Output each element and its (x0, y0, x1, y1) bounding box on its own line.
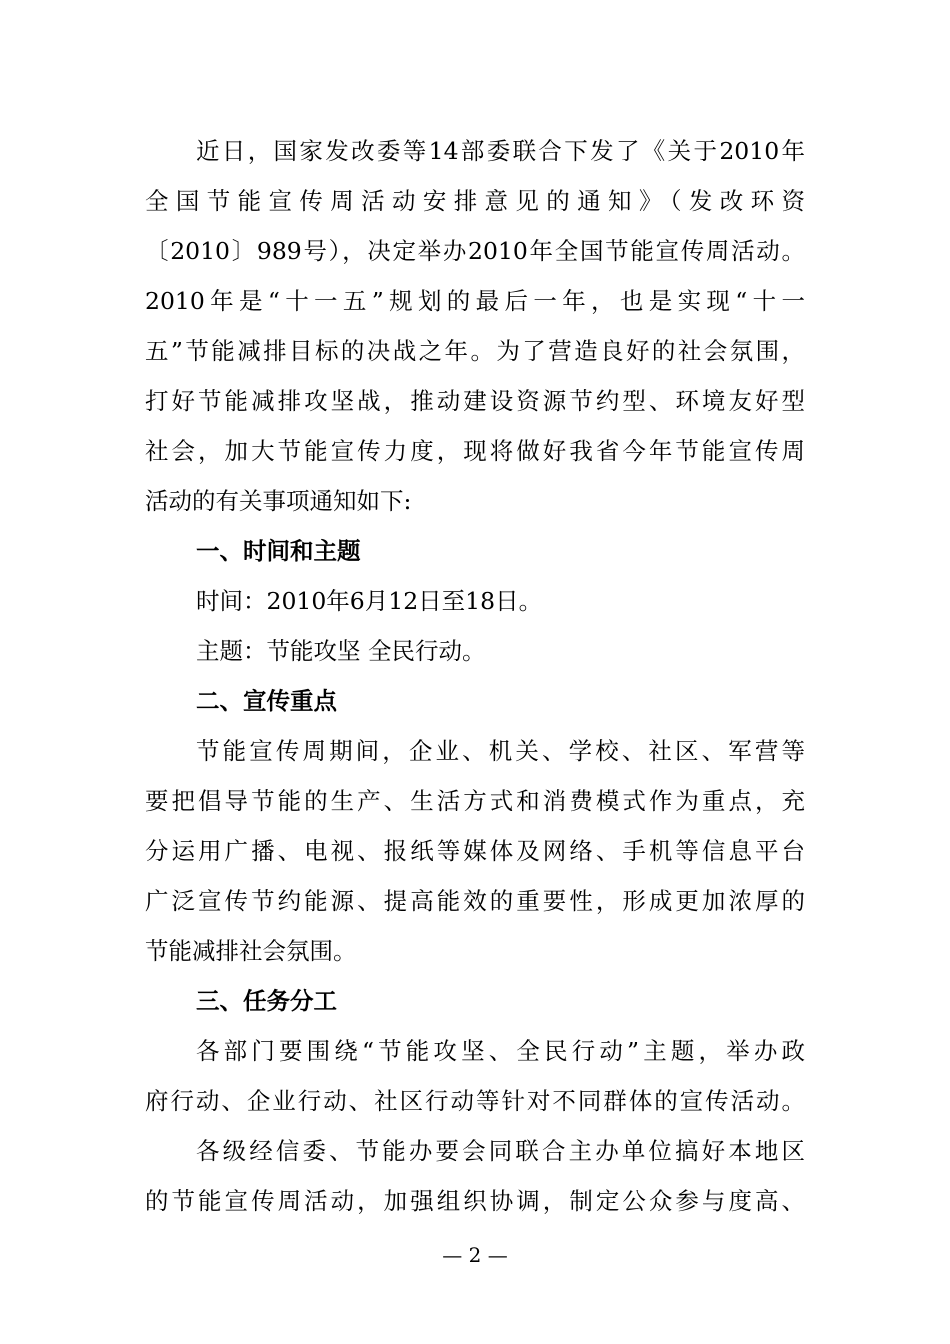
paragraph-line: 节能宣传周期间，企业、机关、学校、社区、军营等 (196, 737, 805, 765)
section-heading-publicity-focus: 二、宣传重点 (196, 687, 337, 715)
paragraph-line: 各级经信委、节能办要会同联合主办单位搞好本地区 (196, 1137, 805, 1165)
theme-line: 主题：节能攻坚 全民行动。 (196, 637, 486, 665)
paragraph-line: 近日，国家发改委等14部委联合下发了《关于2010年 (196, 137, 805, 165)
paragraph-line: 社会，加大节能宣传力度，现将做好我省今年节能宣传周 (145, 437, 805, 465)
time-line: 时间：2010年6月12日至18日。 (196, 587, 543, 615)
page-number: — 2 — (442, 1243, 508, 1267)
paragraph-line: 各部门要围绕“节能攻坚、全民行动”主题，举办政 (196, 1037, 805, 1065)
paragraph-line: 广泛宣传节约能源、提高能效的重要性，形成更加浓厚的 (145, 887, 805, 915)
paragraph-line: 活动的有关事项通知如下: (145, 487, 412, 515)
section-heading-time-theme: 一、时间和主题 (196, 537, 361, 565)
paragraph-line: 五”节能减排目标的决战之年。为了营造良好的社会氛围， (145, 337, 805, 365)
paragraph-line: 全国节能宣传周活动安排意见的通知》（发改环资 (145, 187, 805, 215)
paragraph-line: 打好节能减排攻坚战，推动建设资源节约型、环境友好型 (145, 387, 805, 415)
paragraph-line: 2010年是“十一五”规划的最后一年，也是实现“十一 (145, 287, 805, 315)
section-heading-task-division: 三、任务分工 (196, 987, 337, 1015)
paragraph-line: 〔2010〕989号），决定举办2010年全国节能宣传周活动。 (145, 237, 805, 265)
paragraph-line: 分运用广播、电视、报纸等媒体及网络、手机等信息平台 (145, 837, 805, 865)
paragraph-line: 要把倡导节能的生产、生活方式和消费模式作为重点，充 (145, 787, 805, 815)
paragraph-line: 府行动、企业行动、社区行动等针对不同群体的宣传活动。 (145, 1087, 805, 1115)
paragraph-line: 节能减排社会氛围。 (145, 937, 357, 965)
paragraph-line: 的节能宣传周活动，加强组织协调，制定公众参与度高、 (145, 1187, 805, 1215)
